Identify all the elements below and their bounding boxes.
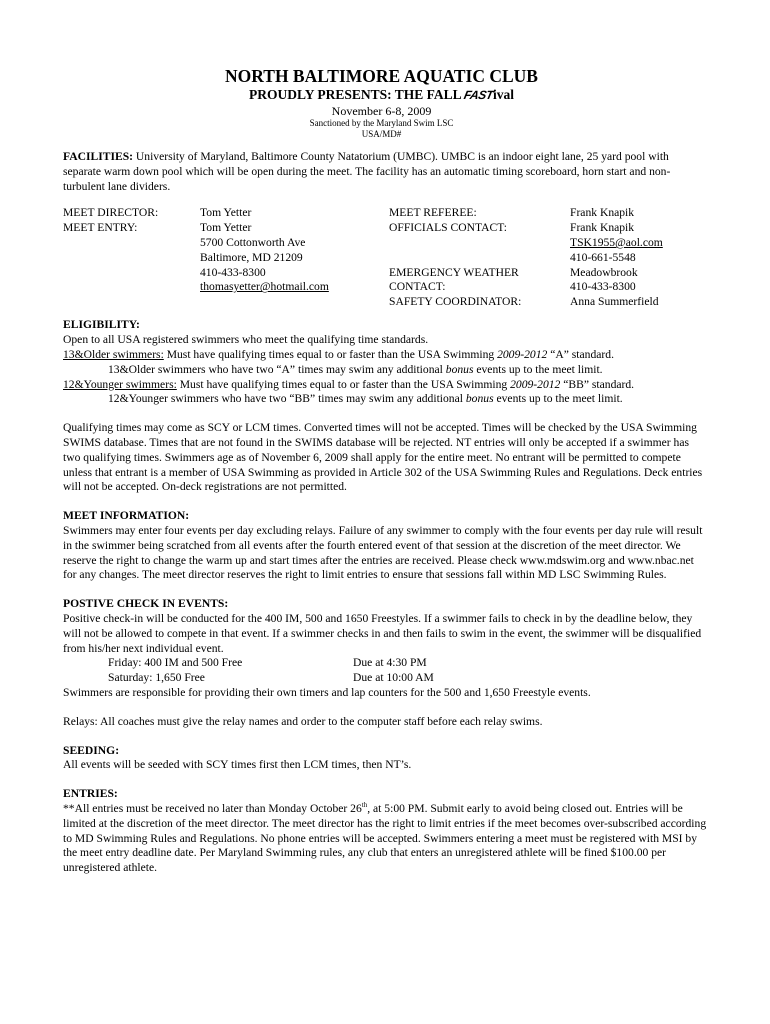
check-in-row: Saturday: 1,650 Free Due at 10:00 AM: [108, 671, 434, 685]
officials-email-link[interactable]: TSK1955@aol.com: [570, 235, 663, 249]
officials-phone: 410-661-5548: [570, 250, 636, 264]
meet-entry-label: MEET ENTRY:: [63, 221, 138, 235]
meet-director-label: MEET DIRECTOR:: [63, 206, 159, 220]
sanction-line: Sanctioned by the Maryland Swim LSC: [309, 118, 454, 128]
meet-referee-name: Frank Knapik: [570, 206, 635, 220]
relays-text: Relays: All coaches must give the relay names and order to the computer staff before each relay swims.: [63, 714, 543, 728]
meet-info-heading: MEET INFORMATION:: [63, 509, 190, 523]
eligibility-heading: ELIGIBILITY:: [63, 318, 140, 332]
facilities-text: University of Maryland, Baltimore County Natatorium (UMBC). UMBC is an indoor eight lane, 25 yard pool with separate warm down pool which will be open during the meet. The facility has an automatic timing scoreboard, horn start and non-turbulent lane dividers.: [63, 150, 671, 193]
seeding-text: All events will be seeded with SCY times first then LCM times, then NT’s.: [63, 758, 412, 772]
eligibility-intro: Open to all USA registered swimmers who meet the qualifying time standards.: [63, 333, 429, 347]
sanction-code: USA/MD#: [361, 129, 402, 139]
check-in-row: Friday: 400 IM and 500 Free Due at 4:30 PM: [108, 656, 427, 670]
entries-heading: ENTRIES:: [63, 787, 118, 801]
subtitle-prefix: PROUDLY PRESENTS: THE FALL: [249, 87, 465, 102]
meet-entry-city: Baltimore, MD 21209: [200, 250, 303, 264]
meet-info-text: Swimmers may enter four events per day excluding relays. Failure of any swimmer to comply with the four events per day rule will result in the swimmer being scratched from all events after the fourth entered event of that session at the discretion of the meet director. We reserve the right to change the warm up and start times after the entries are received. Please check www.mdswim.org and www.nbac.net for any changes. The meet director reserves the right to limit entries to ensure that sessions fall within MD LSC Swimming Rules.: [63, 523, 703, 582]
emergency-contact-label: CONTACT:: [389, 280, 446, 294]
younger-bonus: 12&Younger swimmers who have two “BB” times may swim any additional bonus events up to the meet limit.: [108, 392, 623, 406]
meet-entry-street: 5700 Cottonworth Ave: [200, 235, 306, 249]
facilities-heading: FACILITIES:: [63, 150, 134, 163]
check-in-text: Positive check-in will be conducted for the 400 IM, 500 and 1650 Freestyles. If a swimmer fails to check in by the deadline below, they will not be allowed to compete in that event. If a swimmer checks in and then fails to swim in the event, the swimmer will be disqualified from his/her next individual event.: [63, 611, 702, 655]
contacts-values-right: [570, 206, 663, 310]
check-in-heading: POSTIVE CHECK IN EVENTS:: [63, 597, 229, 611]
younger-rule: 12&Younger swimmers: Must have qualifying times equal to or faster than the USA Swimming 2009-2012 “BB” standard.: [63, 377, 635, 391]
older-label: 13&Older swimmers:: [63, 347, 164, 361]
seeding-heading: SEEDING:: [63, 743, 120, 757]
older-rule: 13&Older swimmers: Must have qualifying times equal to or faster than the USA Swimming 2009-2012 “A” standard.: [63, 347, 614, 361]
emergency-weather-label: EMERGENCY WEATHER: [389, 265, 519, 279]
safety-coordinator-name: Anna Summerfield: [570, 295, 659, 309]
contacts-values-left: [200, 206, 329, 295]
officials-contact-name: Frank Knapik: [570, 221, 635, 235]
older-bonus: 13&Older swimmers who have two “A” times may swim any additional bonus events up to the meet limit.: [108, 362, 603, 376]
club-title: NORTH BALTIMORE AQUATIC CLUB: [225, 66, 538, 86]
contacts-block: [63, 206, 709, 309]
meet-entry-phone: 410-433-8300: [200, 265, 266, 279]
meet-entry-email-link[interactable]: thomasyetter@hotmail.com: [200, 280, 329, 294]
officials-contact-label: OFFICIALS CONTACT:: [389, 221, 507, 235]
safety-coordinator-label: SAFETY COORDINATOR:: [389, 295, 522, 309]
meet-subtitle: [54, 86, 709, 104]
contacts-labels-left: [63, 206, 158, 236]
meet-dates: November 6-8, 2009: [331, 104, 432, 118]
document-page: [63, 66, 709, 876]
emergency-weather-value: Meadowbrook: [570, 265, 638, 279]
meet-entry-name: Tom Yetter: [200, 221, 252, 235]
fast-logo: FAST: [462, 88, 495, 102]
meet-director-name: Tom Yetter: [200, 206, 252, 220]
contacts-labels-right: [389, 206, 521, 310]
facilities-section: [63, 150, 709, 194]
emergency-contact-phone: 410-433-8300: [570, 280, 636, 294]
qualifying-times-paragraph: Qualifying times may come as SCY or LCM times. Converted times will not be accepted. Times will be checked by the USA Swimming SWIMS database. Times that are not found in the SWIMS database will be rejected. NT entries will only be accepted if a swimmer has two qualifying times. Swimmers age as of November 6, 2009 shall apply for the entire meet. No entrant will be permitted to compete unless that entrant is a member of USA Swimming as provided in Article 302 of the USA Swimming Rules and Regulations. Deck entries will not be accepted. On-deck registrations are not permitted.: [63, 421, 703, 494]
younger-label: 12&Younger swimmers:: [63, 377, 177, 391]
entries-text: **All entries must be received no later than Monday October 26th, at 5:00 PM. Submit early to avoid being closed out. Entries will be limited at the discretion of the meet director. The meet director has the right to limit entries if the meet becomes over-subscribed according to MD Swimming Rules and Regulations. No phone entries will be accepted. Swimmers entering a meet must be registered with MSI by the meet entry deadline date. Per Maryland Swimming rules, any club that enters an unregistered athlete will be fined $100.00 per unregistered athlete.: [63, 801, 707, 875]
meet-referee-label: MEET REFEREE:: [389, 206, 477, 220]
check-in-after: Swimmers are responsible for providing their own timers and lap counters for the 500 and 1,650 Freestyle events.: [63, 685, 591, 699]
subtitle-suffix: ival: [492, 87, 514, 102]
